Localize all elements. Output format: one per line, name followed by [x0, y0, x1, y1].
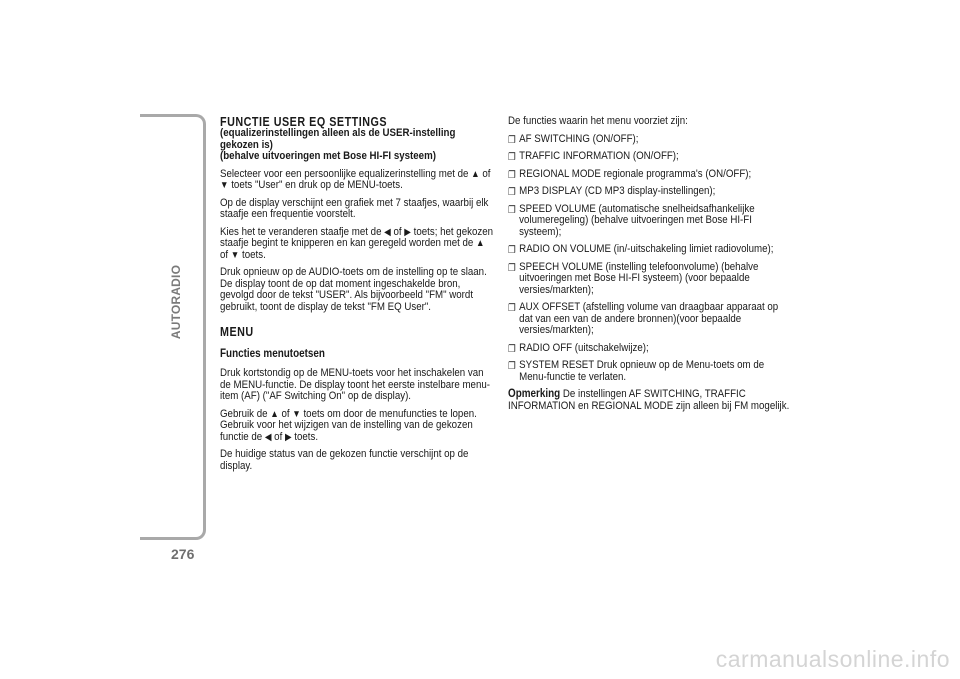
checkbox-icon: ❐ — [508, 187, 516, 198]
right-arrow-icon: ▶ — [284, 431, 292, 443]
checkbox-icon: ❐ — [508, 169, 516, 181]
menu-heading: MENU — [220, 325, 254, 339]
section-label: AUTORADIO — [169, 264, 183, 340]
menu-options-list — [508, 134, 792, 384]
list-item: ❐ SPEED VOLUME (automatische snelheidsafhankelijke volumeregeling) (behalve uitvoeringen met Bose HI-FI systeem); — [508, 202, 755, 238]
section-subheading: (equalizerinstellingen alleen als de USER-instelling gekozen is) — [220, 127, 456, 151]
paragraph: Op de display verschijnt een grafiek met 7 staafjes, waarbij elk staafje een frequentie voorstelt. — [220, 196, 489, 220]
checkbox-icon: ❐ — [508, 245, 516, 256]
page-number: 276 — [171, 546, 195, 562]
paragraph: Druk opnieuw op de AUDIO-toets om de instelling op te slaan. De display toont de op dat moment ingeschakelde bron, gevolgd door de tekst "USER". Als bijvoorbeeld "FM" wordt gebruikt, toont de display de tekst "FM EQ User". — [220, 266, 487, 313]
list-item: ❐ AUX OFFSET (afstelling volume van draagbaar apparaat op dat van een van de andere bronnen)(voor bepaalde versies/markten); — [508, 301, 779, 336]
checkbox-icon: ❐ — [508, 303, 516, 314]
watermark: carmanualsonline.info — [715, 646, 950, 672]
down-arrow-icon: ▼ — [220, 180, 229, 191]
checkbox-icon: ❐ — [508, 361, 516, 372]
note — [508, 389, 792, 412]
checkbox-icon: ❐ — [508, 262, 516, 274]
list-item: ❐ AF SWITCHING (ON/OFF); — [508, 132, 639, 146]
paragraph: Gebruik de ▲ of ▼ toets om door de menufuncties te lopen. Gebruik voor het wijzigen van de instelling van de gekozen functie de ◀ of ▶ toets. — [220, 407, 477, 443]
list-item: ❐ TRAFFIC INFORMATION (ON/OFF); — [508, 150, 679, 163]
checkbox-icon: ❐ — [508, 134, 516, 146]
checkbox-icon: ❐ — [508, 152, 516, 163]
paragraph: Druk kortstondig op de MENU-toets voor het inschakelen van de MENU-functie. De display toont het eerste instelbare menu-item (AF) ("AF Switching On" op de display). — [220, 367, 491, 402]
right-column — [508, 116, 792, 418]
up-arrow-icon: ▲ — [471, 168, 480, 180]
checkbox-icon: ❐ — [508, 343, 516, 355]
note-label: Opmerking — [508, 388, 561, 400]
paragraph: De huidige status van de gekozen functie verschijnt op de display. — [220, 448, 469, 472]
section-heading: FUNCTIE USER EQ SETTINGS — [220, 115, 388, 129]
list-item: ❐ SYSTEM RESET Druk opnieuw op de Menu-toets om de Menu-functie te verlaten. — [508, 359, 765, 383]
paragraph: Selecteer voor een persoonlijke equalizerinstelling met de ▲ of ▼ toets "User" en druk op de MENU-toets. — [220, 167, 491, 191]
up-arrow-icon: ▲ — [476, 238, 485, 249]
list-item: ❐ RADIO OFF (uitschakelwijze); — [508, 341, 649, 355]
checkbox-icon: ❐ — [508, 204, 516, 216]
list-item: ❐ RADIO ON VOLUME (in/-uitschakeling limiet radiovolume); — [508, 243, 774, 256]
section-subheading: (behalve uitvoeringen met Bose HI-FI systeem) — [220, 150, 436, 162]
list-item: ❐ REGIONAL MODE regionale programma's (ON/OFF); — [508, 167, 752, 181]
up-arrow-icon: ▲ — [270, 408, 279, 420]
note-text: De instellingen AF SWITCHING, TRAFFIC INFORMATION en REGIONAL MODE zijn alleen bij FM mogelijk. — [508, 388, 790, 412]
paragraph: Kies het te veranderen staafje met de ◀ of ▶ toets; het gekozen staafje begint te knipperen en kan geregeld worden met de ▲ of ▼ toets. — [220, 225, 494, 261]
list-item: ❐ MP3 DISPLAY (CD MP3 display-instellingen); — [508, 185, 716, 198]
list-item: ❐ SPEECH VOLUME (instelling telefoonvolume) (behalve uitvoeringen met Bose HI-FI systeem) (voor bepaalde versies/markten); — [508, 260, 759, 296]
right-arrow-icon: ▶ — [404, 226, 411, 238]
list-intro: De functies waarin het menu voorziet zijn: — [508, 115, 688, 127]
subsection-heading: Functies menutoetsen — [220, 347, 325, 360]
left-column — [220, 116, 493, 478]
down-arrow-icon: ▼ — [292, 408, 301, 420]
left-arrow-icon: ◀ — [384, 226, 391, 238]
left-arrow-icon: ◀ — [264, 431, 272, 443]
down-arrow-icon: ▼ — [230, 249, 240, 261]
